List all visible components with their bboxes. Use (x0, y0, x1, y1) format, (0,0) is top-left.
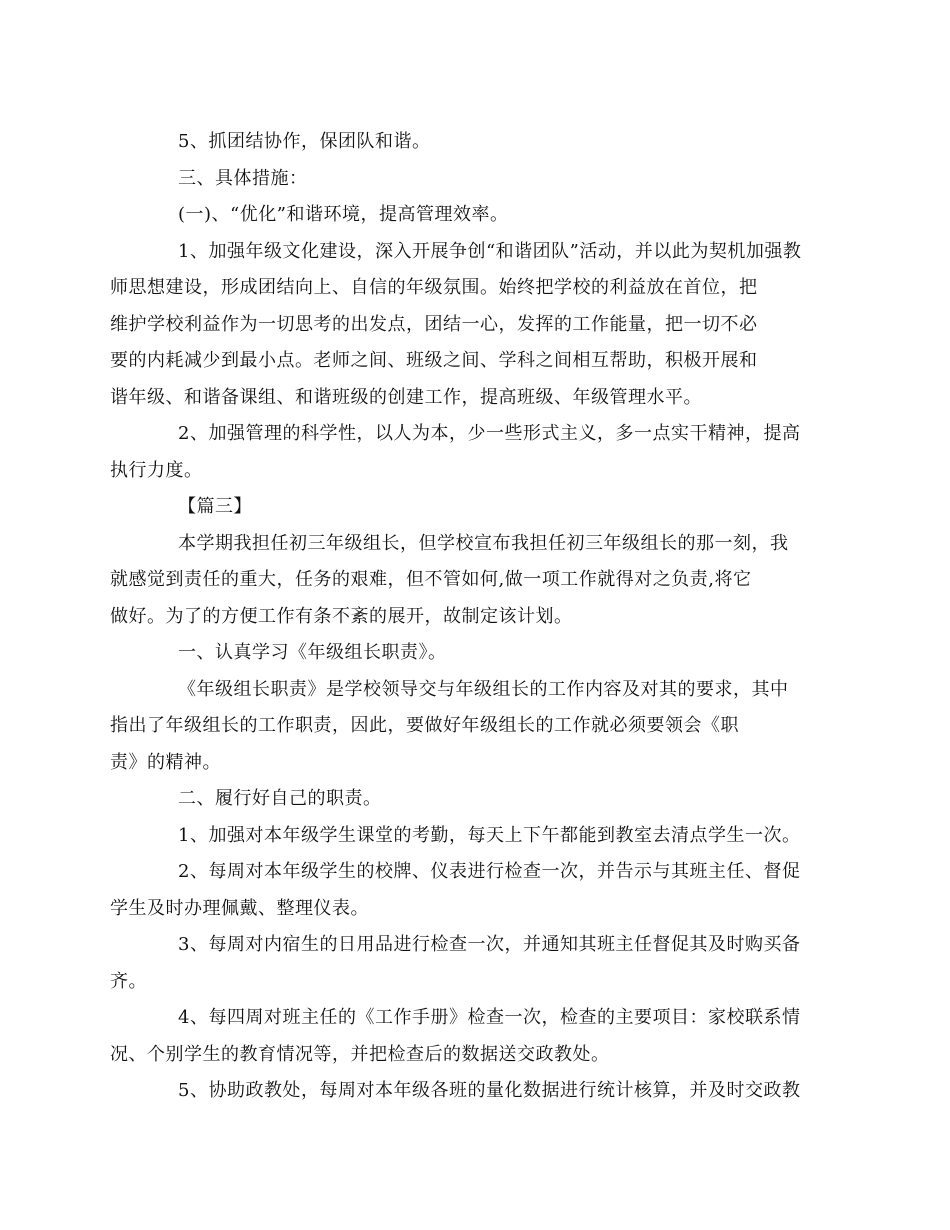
text-line: (一)、“优化”和谐环境，提高管理效率。 (178, 204, 509, 225)
text-line: 责》的精神。 (110, 751, 221, 773)
text-line: 指出了年级组长的工作职责，因此，要做好年级组长的工作就必须要领会《职 (110, 715, 739, 736)
text-line: 5、抓团结协作，保团队和谐。 (178, 131, 431, 152)
text-line: 就感觉到责任的重大，任务的艰难，但不管如何,做一项工作就得对之负责,将它 (110, 569, 752, 590)
paragraph (110, 234, 808, 417)
paragraph (144, 489, 808, 526)
paragraph (144, 781, 808, 818)
text-line: 师思想建设，形成团结向上、自信的年级氛围。始终把学校的利益放在首位，把 (110, 277, 758, 298)
paragraph (144, 124, 808, 161)
text-line: 一、认真学习《年级组长职责》。 (178, 642, 447, 663)
paragraph (110, 672, 808, 782)
text-line: 2、每周对本年级学生的校牌、仪表进行检查一次，并告示与其班主任、督促 (178, 861, 801, 882)
text-line: 本学期我担任初三年级组长，但学校宣布我担任初三年级组长的那一刻，我 (178, 532, 789, 554)
text-line: 【篇三】 (178, 496, 252, 517)
paragraph (110, 1000, 808, 1073)
text-line: 要的内耗减少到最小点。老师之间、班级之间、学科之间相互帮助，积极开展和 (110, 350, 758, 371)
paragraph (144, 197, 808, 234)
paragraph (110, 854, 808, 927)
text-line: 二、履行好自己的职责。 (178, 788, 382, 809)
text-line: 3、每周对内宿生的日用品进行检查一次，并通知其班主任督促其及时购买备 (178, 934, 801, 955)
text-line: 2、加强管理的科学性，以人为本，少一些形式主义，多一点实干精神，提高 (178, 423, 801, 444)
text-line: 维护学校利益作为一切思考的出发点，团结一心，发挥的工作能量，把一切不必 (110, 313, 758, 335)
text-line: 1、加强年级文化建设，深入开展争创“和谐团队”活动，并以此为契机加强教 (178, 240, 802, 262)
paragraph (110, 927, 808, 1000)
text-line: 《年级组长职责》是学校领导交与年级组长的工作内容及对其的要求，其中 (178, 678, 789, 700)
text-line: 1、加强对本年级学生课堂的考勤，每天上下午都能到教室去清点学生一次。 (178, 824, 801, 846)
document-body (110, 124, 808, 1110)
text-line: 谐年级、和谐备课组、和谐班级的创建工作，提高班级、年级管理水平。 (110, 386, 702, 408)
text-line: 5、协助政教处，每周对本年级各班的量化数据进行统计核算，并及时交政教 (178, 1080, 801, 1101)
text-line: 三、具体措施： (178, 167, 308, 189)
paragraph (144, 1073, 808, 1110)
paragraph (144, 635, 808, 672)
text-line: 况、个别学生的教育情况等，并把检查后的数据送交政教处。 (110, 1043, 610, 1065)
text-line: 齐。 (110, 970, 147, 992)
paragraph (110, 416, 808, 489)
text-line: 4、每四周对班主任的《工作手册》检查一次，检查的主要项目：家校联系情 (178, 1007, 801, 1028)
paragraph (144, 161, 808, 198)
paragraph (144, 818, 808, 855)
text-line: 学生及时办理佩戴、整理仪表。 (110, 897, 369, 919)
paragraph (110, 526, 808, 636)
text-line: 执行力度。 (110, 459, 203, 481)
text-line: 做好。为了的方便工作有条不紊的展开，故制定该计划。 (110, 605, 573, 627)
